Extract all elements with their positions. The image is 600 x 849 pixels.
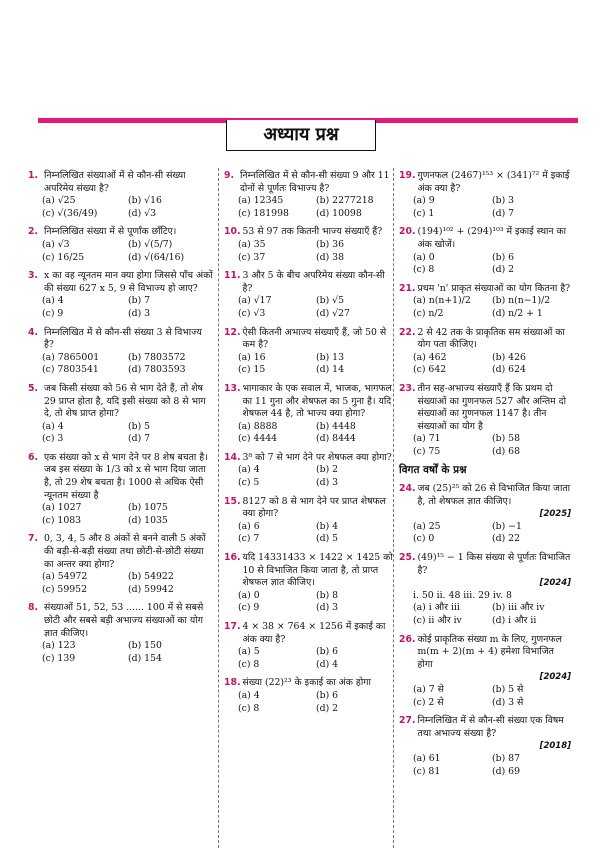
answer-options bbox=[28, 502, 214, 527]
answer-option: (c) 59952 bbox=[42, 583, 87, 595]
answer-option: (a) 1027 bbox=[42, 502, 82, 514]
question-text: निम्नलिखित में से कौन-सी संख्या 3 से विभाज्य है? bbox=[44, 326, 202, 351]
question-item bbox=[28, 533, 214, 596]
question-item bbox=[224, 226, 394, 264]
answer-option: (a) √25 bbox=[42, 195, 76, 207]
question-number: 13. bbox=[224, 382, 241, 394]
answer-options bbox=[399, 352, 571, 377]
chapter-title: अध्याय प्रश्न bbox=[263, 124, 339, 145]
question-text: संख्या (22)²³ के इकाई का अंक होगा bbox=[242, 677, 371, 689]
question-text: एक संख्या को x से भाग देने पर 8 शेष बचता है। जब इस संख्या के 1/3 को x से भाग दिया जाता है, तो 29 शेष बचता है। 1000 से अधिक ऐसी न्यूनतम संख्या है bbox=[44, 451, 208, 501]
answer-option: (c) 181998 bbox=[238, 207, 289, 219]
question-text: 4 × 38 × 764 × 1256 में इकाई का अंक क्या है? bbox=[242, 621, 386, 645]
question-text: (194)¹⁰² + (294)¹⁰³ में इकाई स्थान का अंक खोजें। bbox=[417, 226, 567, 250]
answer-option: (a) 7 से bbox=[413, 683, 444, 695]
question-item bbox=[28, 270, 214, 320]
answer-option: i. 50 ii. 48 iii. 29 iv. 8 bbox=[413, 589, 512, 601]
answer-option: (b) 5 bbox=[128, 420, 151, 432]
year-tag: [2025] bbox=[539, 509, 571, 520]
answer-option: (a) 462 bbox=[413, 351, 447, 363]
answer-option: (d) 5 bbox=[316, 533, 339, 545]
question-item bbox=[399, 483, 571, 546]
answer-option: (a) 71 bbox=[413, 433, 441, 445]
answer-option: (d) 22 bbox=[492, 533, 520, 545]
answer-option: (a) 9 bbox=[413, 195, 435, 207]
answer-options bbox=[28, 571, 214, 596]
answer-option: (a) n(n+1)/2 bbox=[413, 295, 471, 307]
question-number: 5. bbox=[28, 382, 39, 394]
answer-options bbox=[399, 590, 571, 628]
answer-option: (b) 2 bbox=[316, 464, 339, 476]
question-number: 26. bbox=[399, 633, 416, 645]
answer-option: (b) 6 bbox=[316, 689, 339, 701]
answer-options bbox=[399, 684, 571, 709]
answer-option: (d) √(64/16) bbox=[128, 251, 185, 263]
answer-option: (c) 8 bbox=[238, 702, 260, 714]
question-number: 17. bbox=[224, 621, 241, 632]
question-number: 20. bbox=[399, 226, 416, 238]
answer-option: (a) 35 bbox=[238, 238, 266, 250]
section-heading-previous-years: विगत वर्षों के प्रश्न bbox=[399, 464, 467, 477]
answer-option: (c) 2 से bbox=[413, 696, 444, 708]
question-list-3a bbox=[399, 170, 571, 458]
answer-options bbox=[28, 421, 214, 446]
answer-option: (c) 4444 bbox=[238, 433, 278, 445]
question-number: 8. bbox=[28, 602, 39, 614]
question-number: 27. bbox=[399, 715, 416, 727]
question-item bbox=[224, 452, 394, 490]
answer-options bbox=[399, 195, 571, 220]
answer-options bbox=[224, 590, 394, 615]
answer-option: (a) 4 bbox=[42, 295, 64, 307]
answer-option: (b) 7 bbox=[128, 295, 151, 307]
answer-option: (d) 624 bbox=[492, 364, 526, 376]
question-text: 0, 3, 4, 5 और 8 अंकों से बनने वाली 5 अंकों की बड़ी-से-बड़ी संख्या तथा छोटी-से-छोटी संख्या का अन्तर क्या होगा? bbox=[44, 533, 206, 570]
answer-option: (a) 61 bbox=[413, 752, 441, 764]
answer-option: (b) 6 bbox=[316, 646, 339, 658]
question-item bbox=[224, 552, 394, 615]
question-number: 4. bbox=[28, 326, 39, 338]
answer-option: (d) 2 bbox=[316, 702, 339, 714]
question-item bbox=[399, 226, 571, 276]
answer-options bbox=[224, 421, 394, 446]
answer-option: (c) 642 bbox=[413, 364, 447, 376]
answer-option: (b) 58 bbox=[492, 433, 520, 445]
answer-option: (a) 25 bbox=[413, 520, 441, 532]
answer-option: (d) 68 bbox=[492, 445, 520, 457]
question-number: 14. bbox=[224, 451, 241, 463]
question-item bbox=[399, 383, 571, 459]
answer-options bbox=[224, 646, 394, 671]
answer-option: (d) 3 bbox=[316, 477, 339, 489]
question-item bbox=[399, 170, 571, 220]
answer-option: (a) 12345 bbox=[238, 195, 284, 207]
answer-option: (b) 87 bbox=[492, 752, 520, 764]
answer-option: (c) √(36/49) bbox=[42, 207, 98, 219]
answer-option: (d) 1035 bbox=[128, 514, 168, 526]
answer-option: (a) √3 bbox=[42, 238, 70, 250]
question-number: 7. bbox=[28, 533, 39, 545]
answer-option: (d) 2 bbox=[492, 264, 515, 276]
answer-options bbox=[224, 464, 394, 489]
answer-option: (d) 4 bbox=[316, 658, 339, 670]
answer-options bbox=[28, 295, 214, 320]
answer-option: (d) 8444 bbox=[316, 433, 356, 445]
answer-options bbox=[28, 352, 214, 377]
question-item bbox=[28, 170, 214, 220]
answer-option: (c) 8 bbox=[238, 658, 260, 670]
answer-option: (b) 36 bbox=[316, 238, 344, 250]
answer-option: (c) 37 bbox=[238, 251, 266, 263]
answer-option: (d) 3 bbox=[128, 307, 151, 319]
answer-option: (a) 6 bbox=[238, 520, 260, 532]
question-text: 3 और 5 के बीच अपरिमेय संख्या कौन-सी है? bbox=[242, 270, 385, 294]
answer-options bbox=[28, 239, 214, 264]
answer-options bbox=[224, 521, 394, 546]
answer-option: (d) 154 bbox=[128, 652, 162, 664]
answer-option: (a) 123 bbox=[42, 640, 76, 652]
question-item bbox=[28, 226, 214, 264]
question-number: 10. bbox=[224, 226, 241, 238]
question-item bbox=[224, 327, 394, 377]
answer-option: (c) 1 bbox=[413, 207, 435, 219]
answer-option: (a) i और iii bbox=[413, 602, 460, 614]
answer-options bbox=[224, 239, 394, 264]
answer-option: (d) 7 bbox=[492, 207, 515, 219]
question-item bbox=[28, 383, 214, 446]
question-column-1 bbox=[28, 170, 214, 671]
answer-option: (a) 4 bbox=[238, 464, 260, 476]
answer-option: (b) 54922 bbox=[128, 571, 174, 583]
answer-option: (b) −1 bbox=[492, 520, 522, 532]
question-column-2 bbox=[224, 170, 394, 721]
answer-option: (a) 4 bbox=[238, 689, 260, 701]
answer-option: (c) √3 bbox=[238, 307, 266, 319]
answer-option: (c) 3 bbox=[42, 433, 64, 445]
question-number: 21. bbox=[399, 282, 416, 294]
question-item bbox=[224, 677, 394, 715]
answer-options bbox=[399, 295, 571, 320]
answer-option: (c) 16/25 bbox=[42, 251, 85, 263]
answer-option: (d) 10098 bbox=[316, 207, 362, 219]
answer-option: (a) 0 bbox=[238, 589, 260, 601]
answer-option: (b) 5 से bbox=[492, 683, 524, 695]
answer-option: (b) 150 bbox=[128, 640, 162, 652]
question-number: 19. bbox=[399, 170, 416, 181]
answer-option: (b) √16 bbox=[128, 195, 162, 207]
question-text: भागाकार के एक सवाल में, भाजक, भागफल का 11 गुना और शेषफल का 5 गुना है। यदि शेषफल 44 है, तो भाज्य क्या होगा? bbox=[242, 382, 392, 420]
question-text: संख्याओं 51, 52, 53 ...... 100 में से सबसे छोटी और सबसे बड़ी अभाज्य संख्याओं का योग ज्ञात कीजिए। bbox=[44, 602, 204, 639]
question-item bbox=[399, 634, 571, 710]
answer-options bbox=[399, 252, 571, 277]
answer-option: (c) 75 bbox=[413, 445, 441, 457]
answer-option: (b) 8 bbox=[316, 589, 339, 601]
answer-option: (a) 16 bbox=[238, 351, 266, 363]
question-text: गुणनफल (2467)¹⁵³ × (341)⁷² में इकाई अंक क्या है? bbox=[417, 170, 570, 194]
answer-option: (c) 8 bbox=[413, 264, 435, 276]
answer-option: (a) 0 bbox=[413, 251, 435, 263]
answer-option: (d) i और ii bbox=[492, 615, 537, 626]
answer-option: (c) ii और iv bbox=[413, 615, 462, 626]
question-list-3b bbox=[399, 483, 571, 778]
question-number: 25. bbox=[399, 552, 416, 564]
question-number: 12. bbox=[224, 326, 241, 338]
question-item bbox=[28, 452, 214, 528]
answer-option: (c) 0 bbox=[413, 533, 435, 545]
question-number: 23. bbox=[399, 382, 416, 394]
answer-options bbox=[224, 352, 394, 377]
question-text: जब किसी संख्या को 56 से भाग देते हैं, तो शेष 29 प्राप्त होता है, यदि इसी संख्या को 8 से भाग दे, तो शेष प्राप्त होगा? bbox=[44, 382, 206, 420]
answer-option: (b) 7803572 bbox=[128, 351, 186, 363]
question-item bbox=[399, 283, 571, 321]
answer-option: (d) 3 से bbox=[492, 696, 524, 708]
question-text: 8127 को 8 से भाग देने पर प्राप्त शेषफल क्या होगा? bbox=[242, 495, 386, 520]
answer-option: (b) 426 bbox=[492, 351, 526, 363]
question-item bbox=[399, 715, 571, 778]
answer-options bbox=[399, 433, 571, 458]
answer-option: (d) √27 bbox=[316, 307, 350, 319]
answer-option: (c) 15 bbox=[238, 364, 266, 376]
answer-option: (b) 13 bbox=[316, 351, 344, 363]
answer-option: (b) 4 bbox=[316, 520, 339, 532]
question-number: 9. bbox=[224, 170, 235, 181]
answer-option: (b) iii और iv bbox=[492, 602, 545, 614]
question-item bbox=[224, 496, 394, 546]
question-number: 18. bbox=[224, 677, 241, 689]
answer-option: (d) n/2 + 1 bbox=[492, 307, 543, 319]
answer-option: (a) √17 bbox=[238, 295, 272, 307]
answer-option: (a) 5 bbox=[238, 646, 260, 658]
answer-options bbox=[224, 295, 394, 320]
answer-option: (d) √3 bbox=[128, 207, 156, 219]
answer-option: (b) √5 bbox=[316, 295, 344, 307]
question-number: 2. bbox=[28, 226, 39, 238]
answer-option: (b) 3 bbox=[492, 195, 515, 207]
question-item bbox=[224, 170, 394, 220]
answer-option: (d) 38 bbox=[316, 251, 344, 263]
answer-option: (c) 7 bbox=[238, 533, 260, 545]
question-text: तीन सह-अभाज्य संख्याएँ हैं कि प्रथम दो संख्याओं का गुणनफल 527 और अन्तिम दो संख्याओं का गुणनफल 1147 है। तीन संख्याओं का योग है bbox=[417, 382, 567, 432]
answer-options bbox=[28, 195, 214, 220]
answer-option: (b) 2277218 bbox=[316, 195, 374, 207]
question-number: 24. bbox=[399, 483, 416, 495]
chapter-title-box bbox=[226, 120, 376, 151]
year-tag: [2024] bbox=[539, 578, 571, 589]
answer-option: (c) 7803541 bbox=[42, 364, 99, 376]
question-number: 15. bbox=[224, 495, 241, 507]
answer-option: (c) n/2 bbox=[413, 307, 444, 319]
question-text: निम्नलिखित संख्या में से पूर्णांक छाँटिए। bbox=[44, 226, 177, 238]
answer-option: (c) 1083 bbox=[42, 514, 82, 526]
question-text: 53 से 97 तक कितनी भाज्य संख्याएँ हैं? bbox=[242, 226, 383, 238]
answer-option: (a) 54972 bbox=[42, 571, 88, 583]
answer-option: (b) 4448 bbox=[316, 420, 356, 432]
answer-options bbox=[399, 521, 571, 546]
question-number: 3. bbox=[28, 270, 39, 282]
question-text: प्रथम 'n' प्राकृत संख्याओं का योग कितना है? bbox=[417, 282, 571, 294]
answer-option: (c) 81 bbox=[413, 765, 441, 777]
question-item bbox=[28, 602, 214, 665]
question-item bbox=[224, 383, 394, 446]
answer-option: (c) 5 bbox=[238, 477, 260, 489]
question-item bbox=[399, 552, 571, 628]
answer-option: (d) 7803593 bbox=[128, 364, 186, 376]
question-column-3 bbox=[399, 170, 571, 784]
question-number: 22. bbox=[399, 326, 416, 338]
answer-option: (b) 6 bbox=[492, 251, 515, 263]
answer-option: (d) 3 bbox=[316, 602, 339, 614]
answer-options bbox=[224, 195, 394, 220]
column-divider bbox=[218, 168, 219, 848]
answer-option: (b) √(5/7) bbox=[128, 238, 173, 250]
answer-options bbox=[28, 640, 214, 665]
question-text: निम्नलिखित में से कौन-सी संख्या 9 और 11 दोनों से पूर्णतः विभाज्य है? bbox=[240, 170, 390, 194]
question-text: 2 से 42 तक के प्राकृतिक सम संख्याओं का योग पता कीजिए। bbox=[417, 326, 565, 351]
answer-option: (b) n(n−1)/2 bbox=[492, 295, 551, 307]
answer-option: (a) 8888 bbox=[238, 420, 278, 432]
answer-option: (a) 4 bbox=[42, 420, 64, 432]
question-number: 6. bbox=[28, 451, 39, 463]
question-item bbox=[399, 327, 571, 377]
answer-option: (d) 69 bbox=[492, 765, 520, 777]
question-text: 3⁸ को 7 से भाग देने पर शेषफल क्या होगा? bbox=[242, 451, 392, 463]
year-tag: [2024] bbox=[539, 672, 571, 683]
question-number: 11. bbox=[224, 270, 241, 282]
question-number: 16. bbox=[224, 552, 241, 564]
question-text: निम्नलिखित संख्याओं में से कौन-सी संख्या अपरिमेय संख्या है? bbox=[44, 170, 186, 194]
question-text: जब (25)²⁵ को 26 से विभाजित किया जाता है, तो शेषफल ज्ञात कीजिए। bbox=[417, 483, 571, 507]
question-text: निम्नलिखित में से कौन-सी संख्या एक विषम तथा अभाज्य संख्या है? bbox=[417, 715, 564, 739]
question-item bbox=[224, 270, 394, 320]
answer-option: (d) 59942 bbox=[128, 583, 174, 595]
question-text: ऐसी कितनी अभाज्य संख्याएँ हैं, जो 50 से कम है? bbox=[242, 326, 387, 351]
answer-option: (d) 14 bbox=[316, 364, 344, 376]
answer-options bbox=[399, 753, 571, 778]
question-text: कोई प्राकृतिक संख्या m के लिए, गुणनफल m(m + 2)(m + 4) हमेशा विभाजित होगा bbox=[417, 633, 562, 670]
question-item bbox=[28, 327, 214, 377]
answer-option: (d) 7 bbox=[128, 433, 151, 445]
answer-option: (c) 9 bbox=[238, 602, 260, 614]
question-number: 1. bbox=[28, 170, 39, 181]
question-text: यदि 14331433 × 1422 × 1425 को 10 से विभाजित किया जाता है, तो प्राप्त शेषफल ज्ञात कीजिए। bbox=[242, 552, 393, 589]
question-text: x का वह न्यूनतम मान क्या होगा जिससे पाँच अंकों की संख्या 627 x 5, 9 से विभाज्य हो जाए? bbox=[44, 270, 213, 294]
answer-options bbox=[224, 690, 394, 715]
answer-option: (a) 7865001 bbox=[42, 351, 100, 363]
answer-option: (c) 139 bbox=[42, 652, 76, 664]
answer-option: (b) 1075 bbox=[128, 502, 168, 514]
answer-option: (c) 9 bbox=[42, 307, 64, 319]
question-item bbox=[224, 621, 394, 671]
question-text: (49)¹⁵ − 1 किस संख्या से पूर्णतः विभाजित है? bbox=[417, 552, 571, 576]
year-tag: [2018] bbox=[539, 741, 571, 752]
